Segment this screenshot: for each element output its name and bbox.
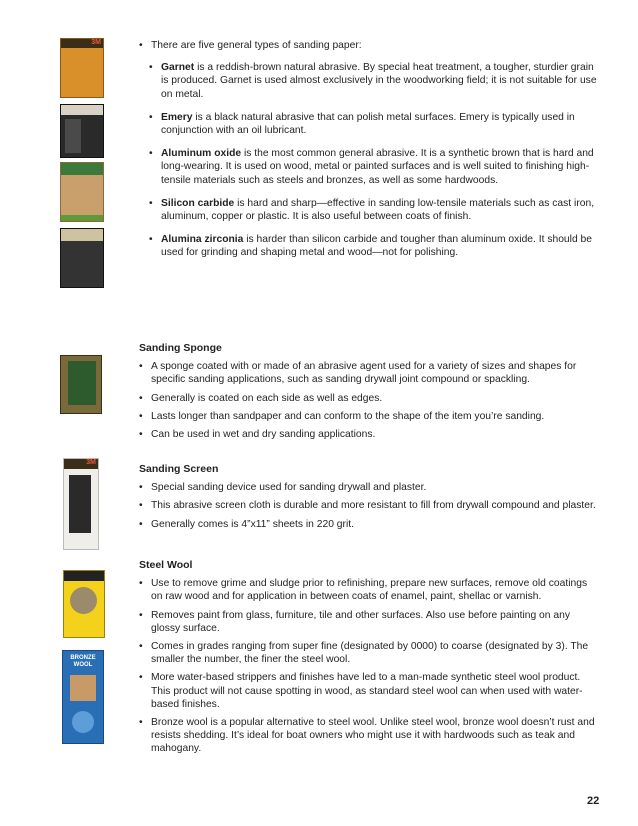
type-term: Emery <box>161 111 193 123</box>
steel-wool-package-image <box>63 570 105 638</box>
emery-sandpaper-image <box>60 104 104 158</box>
type-description: is a reddish-brown natural abrasive. By special heat treatment, a tougher, sturdier grain is produced. Garnet is used almost exclusively in the woodworking field; it is not suitable for use on metal. <box>161 62 597 100</box>
sanding-sponge-image <box>60 355 102 414</box>
brand-logo-3m: 3M <box>91 39 101 46</box>
intro-text: • There are five general types of sanding paper: <box>139 39 599 52</box>
sanding-sponge-section <box>139 342 599 446</box>
section-heading: Sanding Screen <box>139 463 219 475</box>
sandpaper-type-item <box>149 61 599 101</box>
sanding-screen-section <box>139 463 599 536</box>
list-item: • Removes paint from glass, furniture, tile and other surfaces. Also use before painting on any glossy surface. <box>139 609 599 635</box>
sanding-screen-image <box>63 458 99 550</box>
list-item: • A sponge coated with or made of an abrasive agent used for a variety of sizes and shapes for specific sanding applications, such as sanding drywall joint compound or spackling. <box>139 360 599 386</box>
garnet-sandpaper-image <box>60 38 104 98</box>
list-item: • Generally is coated on each side as well as edges. <box>139 392 599 405</box>
list-item: • More water-based strippers and finishes have led to a man-made synthetic steel wool product. This product will not cause spotting in wood, as standard steel wool can when used with water-based finishes. <box>139 671 599 711</box>
list-item: • Lasts longer than sandpaper and can conform to the shape of the item you’re sanding. <box>139 410 599 423</box>
type-term: Garnet <box>161 62 195 74</box>
type-description: is harder than silicon carbide and tougher than aluminum oxide. It should be used for grinding and shaping metal and wood—not for polishing. <box>161 234 592 259</box>
type-description: is hard and sharp—effective in sanding low-tensile materials such as cast iron, aluminum, copper or plastic. It is also useful between coats of finish. <box>161 197 595 223</box>
silicon-carbide-sandpaper-image <box>60 228 104 288</box>
list-item: • Can be used in wet and dry sanding applications. <box>139 428 599 441</box>
list-item: • Use to remove grime and sludge prior to refinishing, prepare new surfaces, remove old coatings on raw wood and for application in between coats of enamel, paint, shellac or varnish. <box>139 577 599 603</box>
steel-wool-section <box>139 559 599 761</box>
aluminum-oxide-sandpaper-image <box>60 162 104 222</box>
type-description: is a black natural abrasive that can polish metal surfaces. Emery is typically used in conjunction with an oil lubricant. <box>161 111 575 137</box>
list-item: • Bronze wool is a popular alternative to steel wool. Unlike steel wool, bronze wool doesn’t rust and resists shedding. It’s ideal for boat owners who might use it with hardwoods such as teak and mahogany. <box>139 716 599 756</box>
section-heading: Steel Wool <box>139 559 193 571</box>
sandpaper-type-item <box>149 233 599 259</box>
type-term: Alumina zirconia <box>161 234 244 246</box>
list-item: • Special sanding device used for sanding drywall and plaster. <box>139 481 599 494</box>
sandpaper-type-item <box>149 197 599 223</box>
type-description: is the most common general abrasive. It is a synthetic brown that is hard and long-wearing. It is used on wood, metal or painted surfaces and is well suited to finishing high-tensile materials such as steels and bronzes, as well as some hardwoods. <box>161 148 594 186</box>
sandpaper-type-item <box>149 147 599 187</box>
bronze-wool-label: BRONZE WOOL <box>70 655 96 668</box>
bronze-wool-package-image <box>62 650 104 744</box>
page-number: 22 <box>587 795 600 807</box>
sandpaper-section <box>139 39 599 260</box>
sandpaper-type-item <box>149 111 599 137</box>
type-term: Silicon carbide <box>161 197 235 209</box>
list-item: • Generally comes is 4”x11” sheets in 220 grit. <box>139 518 599 531</box>
list-item: • This abrasive screen cloth is durable and more resistant to fill from drywall compound and plaster. <box>139 499 599 512</box>
type-term: Aluminum oxide <box>161 148 242 160</box>
section-heading: Sanding Sponge <box>139 342 222 354</box>
list-item: • Comes in grades ranging from super fine (designated by 0000) to coarse (designated by 3). The smaller the number, the finer the steel wool. <box>139 640 599 666</box>
brand-logo-3m: 3M <box>86 459 96 466</box>
